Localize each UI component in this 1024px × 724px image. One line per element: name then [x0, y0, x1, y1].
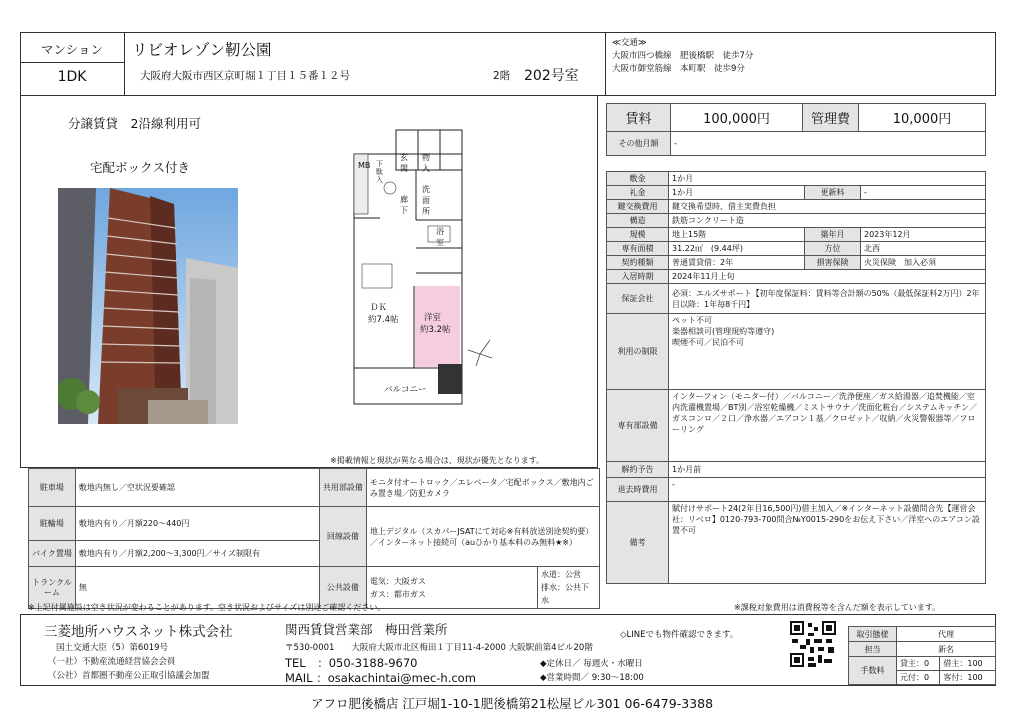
- qr-code-icon[interactable]: [790, 621, 836, 667]
- details-table: [606, 171, 986, 584]
- public-label: 公共設備: [319, 567, 366, 609]
- net-value: 地上デジタル（スカパーJSATにて対応※有料放送別途契約要）／インターネット接続可（auひかり基本料のみ無料★※）: [366, 507, 599, 567]
- fp-western-size: 約3.2帖: [420, 325, 451, 335]
- penalty-value: -: [669, 478, 986, 502]
- deal-fee-4: 客付：100: [940, 671, 996, 685]
- fp-balcony: バルコニー: [384, 385, 427, 395]
- branch-name: 関西賃貸営業部 梅田営業所: [285, 622, 448, 637]
- property-type: マンション: [41, 42, 103, 57]
- scale-label: 規模: [607, 228, 669, 242]
- building-name: リビオレゾン靭公園: [132, 41, 272, 59]
- other-label: その他月額: [607, 132, 671, 156]
- contract-label: 契約種類: [607, 256, 669, 270]
- rent-label: 賃料: [607, 104, 671, 132]
- fp-mb: MB: [358, 161, 371, 170]
- deal-staff-value: 新名: [897, 642, 996, 657]
- deal-fee-3: 元付：0: [897, 671, 940, 685]
- other-value: -: [671, 132, 986, 156]
- key-label: 礼金: [607, 186, 669, 200]
- moto-label: バイク置場: [29, 541, 76, 567]
- shared-label: 共用部設備: [319, 469, 366, 507]
- remarks-label: 備考: [607, 502, 669, 584]
- deal-table: [848, 626, 996, 685]
- fp-dk: ＤＫ: [370, 303, 388, 313]
- built-value: 2023年12月: [861, 228, 986, 242]
- deal-type-value: 代理: [897, 627, 996, 642]
- remarks-value: 賦付けサポート24(2年目16,500円)借主加入／※インターネット設備問合先【運営会社：リベロ】0120-793-700問合№Y0015-290をお伝え下さい／洋室へのエアコン設置不可: [669, 502, 986, 584]
- rent-table: [606, 103, 986, 156]
- guarantee-label: 保証会社: [607, 284, 669, 314]
- renew-label: 更新料: [805, 186, 861, 200]
- guarantee-value: 必須：エルズサポート【初年度保証料：賃料等合計額の50%（最低保証料2万円）2年目以降：1年毎8千円】: [669, 284, 986, 314]
- company-assoc-1: （一社）不動産流通経営協会会員: [48, 657, 176, 667]
- drain-value: 排水：公共下水: [541, 583, 589, 605]
- layout-type: 1DK: [57, 69, 87, 85]
- cancel-value: 1か月前: [669, 462, 986, 478]
- notice-right: ※課税対象費用は消費税等を含んだ額を表示しています。: [734, 603, 941, 612]
- gas-value: ガス：都市ガス: [369, 589, 426, 599]
- room-number: 202号室: [524, 68, 579, 84]
- equip-value: インターフォン（モニター付）／バルコニー／洗浄便座／ガス給湯器／追焚機能／室内洗濯機置場／BT別／浴室乾燥機／ミストサウナ／洗面化粧台／システムキッチン／ガスコンロ／２口／浄水器／エアコン１基／クロゼット／収納／火災警報器等／フローリング: [669, 390, 986, 462]
- movein-value: 2024年11月上旬: [669, 270, 986, 284]
- bike-value: 敷地内有り／月額220～440円: [75, 507, 319, 541]
- fp-storage: 物入: [422, 153, 430, 173]
- restrict-1: ペット不可: [672, 316, 712, 325]
- branch-tel: TEL ：050-3188-9670: [285, 656, 418, 670]
- bike-label: 駐輪場: [29, 507, 76, 541]
- water-value: 水道：公営: [541, 570, 581, 579]
- parking-value: 敷地内無し／空状況要確認: [75, 469, 319, 507]
- fp-entrance: 玄関: [400, 153, 408, 173]
- fp-dk-size: 約7.4帖: [368, 315, 399, 325]
- notice-left: ※上記付属施設は空き状況が変わることがあります。空き状況およびサイズは別途ご確認ください。: [28, 603, 386, 612]
- line-notice: ◇LINEでも物件確認できます。: [620, 630, 739, 640]
- contract-value: 普通賃貸借：2年: [669, 256, 805, 270]
- transport-line-1: 大阪市四つ橋線 肥後橋駅 徒歩7分: [612, 51, 754, 61]
- scale-value: 地上15階: [669, 228, 805, 242]
- equip-label: 専有部設備: [607, 390, 669, 462]
- trunk-value: 無: [75, 567, 319, 609]
- mgmt-label: 管理費: [803, 104, 859, 132]
- net-label: 回線設備: [319, 507, 366, 567]
- shared-value: モニタ付オートロック／エレベータ／宅配ボックス／敷地内ごみ置き場／防犯カメラ: [366, 469, 599, 507]
- transport-line-2: 大阪市御堂筋線 本町駅 徒歩9分: [612, 64, 745, 74]
- restrict-3: 喫煙不可／民泊不可: [672, 338, 744, 347]
- deal-fee-1: 貸主：0: [897, 657, 940, 671]
- movein-label: 入居時期: [607, 270, 669, 284]
- fp-shoebox: 下駄入: [376, 160, 383, 184]
- company-license: 国土交通大臣（5）第6019号: [56, 643, 169, 653]
- holiday: ◆定休日／ 毎週火・水曜日: [540, 659, 643, 669]
- facilities-table: [28, 468, 600, 609]
- structure-label: 構造: [607, 214, 669, 228]
- key-value: 1か月: [669, 186, 805, 200]
- floor-plan: [340, 128, 500, 408]
- insurance-value: 火災保険 加入必須: [861, 256, 986, 270]
- address: 大阪府大阪市西区京町堀１丁目１５番１２号: [140, 70, 350, 82]
- lock-value: 鍵交換希望時、借主実費負担: [669, 200, 986, 214]
- building-photo: [58, 188, 238, 424]
- promo-line-1: 分譲賃貸 2沿線利用可: [68, 116, 201, 131]
- structure-value: 鉄筋コンクリート造: [669, 214, 986, 228]
- trunk-label: トランクルーム: [29, 567, 76, 609]
- branch-mail[interactable]: MAIL ：osakachintai@mec-h.com: [285, 671, 476, 685]
- penalty-label: 退去時費用: [607, 478, 669, 502]
- fp-washroom: 洗面所: [422, 185, 430, 216]
- branch-address: 〒530-0001 大阪府大阪市北区梅田１丁目11-4-2000 大阪駅前第4ビル20階: [285, 643, 593, 653]
- deal-fee-2: 借主：100: [940, 657, 996, 671]
- store-footer: アフロ肥後橋店 江戸堀1-10-1肥後橋第21松屋ビル301 06-6479-3388: [310, 696, 714, 711]
- header-divider-3: [20, 62, 124, 63]
- lock-label: 鍵交換費用: [607, 200, 669, 214]
- hours: ◆営業時間／ 9:30～18:00: [540, 673, 644, 683]
- restrict-label: 利用の制限: [607, 314, 669, 390]
- restrict-2: 楽器相談可(管理規約等遵守): [672, 327, 775, 336]
- company-assoc-2: （公社）首都圏不動産公正取引協議会加盟: [48, 671, 210, 681]
- insurance-label: 損害保険: [805, 256, 861, 270]
- elec-value: 電気：大阪ガス: [369, 576, 426, 586]
- deposit-value: 1か月: [669, 172, 986, 186]
- mgmt-value: 10,000円: [859, 104, 986, 132]
- built-label: 築年月: [805, 228, 861, 242]
- direction-label: 方位: [805, 242, 861, 256]
- fp-bathroom: 浴室: [436, 227, 444, 247]
- fp-western: 洋室: [424, 313, 442, 323]
- deal-fee-label: 手数料: [849, 657, 897, 685]
- area-label: 専有面積: [607, 242, 669, 256]
- header-divider-2: [605, 32, 606, 96]
- company-name: 三菱地所ハウスネット株式会社: [44, 624, 233, 640]
- qr-code-image: [790, 621, 836, 667]
- transport-title: ≪交通≫: [612, 38, 647, 48]
- header-divider-1: [124, 32, 125, 96]
- fp-corridor: 廊下: [400, 195, 408, 215]
- building-photo-image: [58, 188, 238, 424]
- floor: 2階: [493, 70, 511, 82]
- area-value: 31.22㎡ (9.44坪): [669, 242, 805, 256]
- deposit-label: 敷金: [607, 172, 669, 186]
- promo-line-2: 宅配ボックス付き: [90, 160, 190, 175]
- moto-value: 敷地内有り／月額2,200～3,300円／サイズ制限有: [75, 541, 319, 567]
- deal-staff-label: 担当: [849, 642, 897, 657]
- parking-label: 駐車場: [29, 469, 76, 507]
- rent-value: 100,000円: [671, 104, 803, 132]
- notice-top: ※掲載情報と現状が異なる場合は、現状が優先となります。: [330, 456, 545, 465]
- renew-value: -: [861, 186, 986, 200]
- deal-type-label: 取引態様: [849, 627, 897, 642]
- direction-value: 北西: [861, 242, 986, 256]
- cancel-label: 解約予告: [607, 462, 669, 478]
